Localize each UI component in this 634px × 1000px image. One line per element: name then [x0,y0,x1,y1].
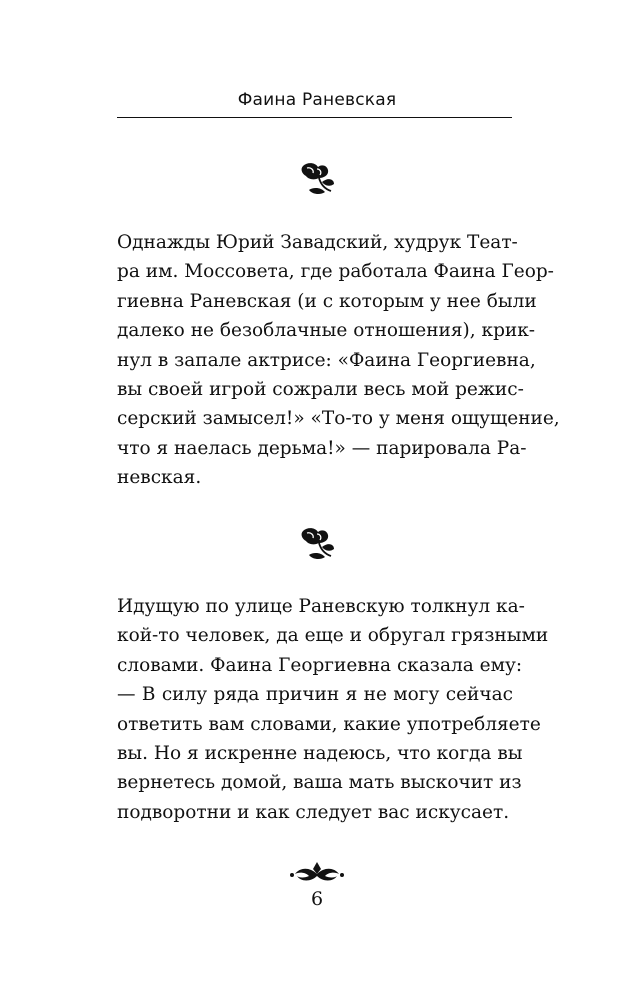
flourish-icon [287,860,347,884]
text-line: ра им. Моссовета, где работала Фаина Геор- [117,261,554,283]
text-line: Однажды Юрий Завадский, худрук Теат- [117,232,518,253]
rose-icon [297,158,337,198]
text-line: вы своей игрой сожрали весь мой режис- [117,379,524,401]
header-rule [117,117,512,118]
text-line: вы. Но я искренне надеюсь, что когда вы [117,743,523,765]
text-line: ответить вам словами, какие употребляете [117,713,541,735]
page-number: 6 [310,888,324,910]
text-line: Идущую по улице Раневскую толкнул ка- [117,596,525,617]
anecdote-paragraph-1 [117,228,560,493]
text-line: что я наелась дерьма!» — парировала Ра- [117,437,527,459]
text-line: гиевна Раневская (и с которым у нее были [117,290,537,312]
anecdote-paragraph-2 [117,592,549,827]
text-line: кой-то человек, да еще и обругал грязными [117,625,549,647]
text-line: невская. [117,467,202,489]
text-line: далеко не безоблачные отношения), крик- [117,320,536,342]
text-line: — В силу ряда причин я не могу сейчас [117,684,513,706]
text-line: нул в запале актрисе: «Фаина Георгиевна, [117,349,536,371]
text-line: подворотни и как следует вас искусает. [117,801,510,823]
text-line: словами. Фаина Георгиевна сказала ему: [117,654,523,676]
running-header-title: Фаина Раневская [237,90,397,110]
text-line: серский замысел!» «То-то у меня ощущение, [117,408,560,430]
rose-icon [297,523,337,563]
text-line: вернетесь домой, ваша мать выскочит из [117,772,522,794]
